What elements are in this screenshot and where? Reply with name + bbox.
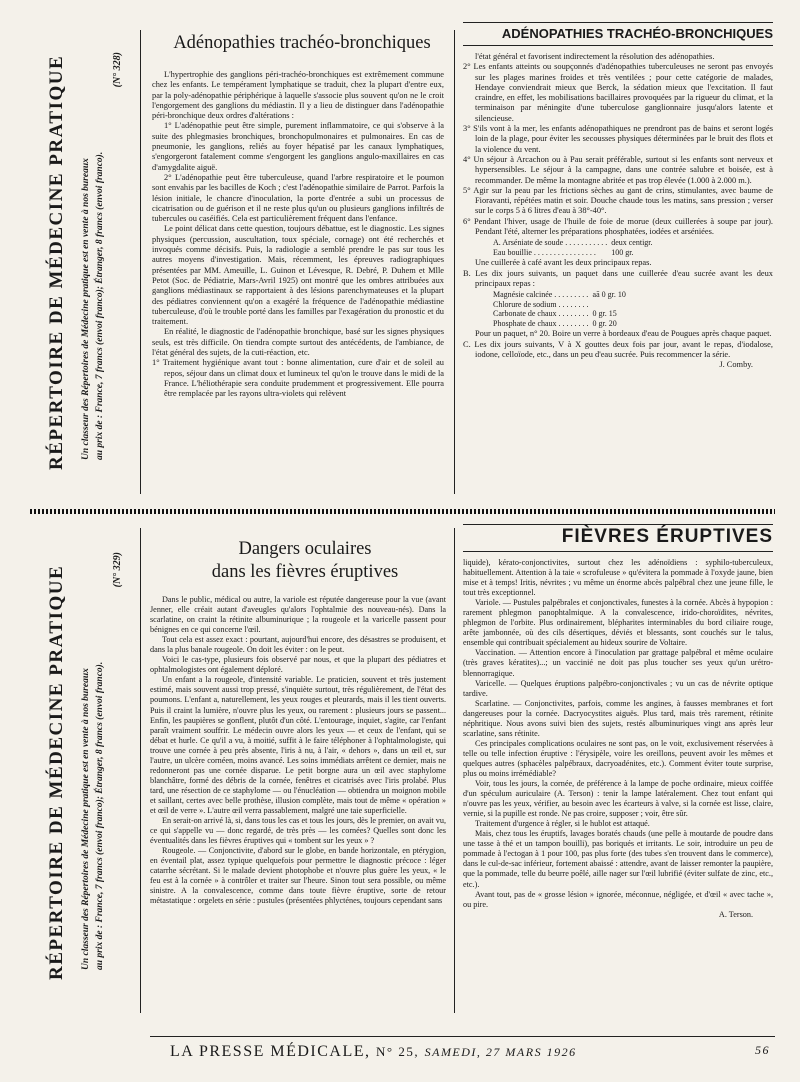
sidebar-divider-top bbox=[140, 30, 141, 494]
article2-column-divider bbox=[454, 528, 455, 1013]
article2-title-line1: Dangers oculaires bbox=[238, 539, 372, 559]
sidebar-number-bottom: (N° 329) bbox=[112, 552, 123, 588]
article2-header-rule bbox=[463, 524, 773, 525]
paragraph: 6° Pendant l'hiver, usage de l'huile de foie de morue (deux cuillerées à soupe par jour). Pendant l'été, alterner les préparations phosphatées, iodées et arséniées. bbox=[463, 216, 773, 237]
paragraph: Voir, tous les jours, la cornée, de préférence à la lampe de poche ordinaire, mieux coiffée d'un spéculum auriculaire (A. Terson) : tenir la lampe latéralement. Chez tout enfant qui n'ouvre pas les yeux, vérifier, au besoin avec les écarteurs à valve, si la cornée est lisse, claire, vernie, si la pupille est ronde. Ne pas croire, supposer ; voir, être sûr. bbox=[463, 779, 773, 819]
prescription-a: A. Arséniate de soude . . . . . . . . . . . deux centigr. Eau bouillie . . . . . . . . . . . . . . . . 100 gr. bbox=[493, 238, 653, 257]
article1-header-right: ADÉNOPATHIES TRACHÉO-BRONCHIQUES bbox=[501, 26, 773, 41]
article1-header-rule bbox=[463, 22, 773, 23]
paragraph: Ces principales complications oculaires ne sont pas, on le voit, exclusivement réservées à telle ou telle infection éruptive : l'érysipèle, voire les oreillons, peuvent avoir les mêmes et quelques autres (sphacèles palpébraux, dacryoadénites, etc.). Comment éviter toute surprise, plus ou moins irrémédiable? bbox=[463, 738, 773, 778]
paragraph: Rougeole. — Conjonctivite, d'abord sur le globe, en bande horizontale, en ptérygion, en éventail plat, assez typique quelquefois pour permettre le diagnostic précoce : léger catarrhe sécrétant. Si le malade devient photophobe et n'ouvre plus guère les yeux, « le feu est à la cornée » à contrôler et traiter sur l'heure. Sinon tout sera possible, ou même sinistre. A la convalescence, comme dans toute fièvre éruptive, sorte de retour métastatique : orgelets en série : pustules (présentées phlycténes, toujours cependant sans bbox=[150, 846, 446, 906]
paragraph: Variole. — Pustules palpébrales et conjonctivales, funestes à la cornée. Abcès à hypopion : rarement phlegmon panophtalmique. A la convalescence, irido-choroïdites, névrites, phlegmon de l'orbite. Plus ordinairement, blépharites interminables du bord ciliaire rouge, arête jambonnée, où des cils désertiques, déviés et blessants, sont couchés sur le talus, ensemble qui contribuait spécialement au hideux sourire de Voltaire. bbox=[463, 598, 773, 648]
paragraph: Une cuillerée à café avant les deux principaux repas. bbox=[475, 258, 652, 268]
signature: J. Comby. bbox=[719, 360, 753, 370]
paragraph: 2° L'adénopathie peut être tuberculeuse, quand l'arbre respiratoire et le poumon sont envahis par les bacilles de Koch ; c'est l'adénopathie similaire de Parrot. Parfois la lésion initiale, le chancre d'inoculation, la porte d'entrée a subi un processus de cicatrisation ou de guérison et il ne reste plus qu'un ou plusieurs ganglions infiltrés de tubercules ou caséifiés. Cela est particulièrement fréquent dans l'enfance. bbox=[152, 172, 444, 224]
article2-right-column bbox=[463, 558, 773, 1036]
article1-header-rule-bottom bbox=[463, 45, 773, 46]
footer-rule bbox=[150, 1036, 775, 1037]
paragraph: B. Les dix jours suivants, un paquet dans une cuillerée d'eau sucrée avant les deux principaux repas : bbox=[463, 268, 773, 288]
paragraph: liquide), kérato-conjonctivites, surtout chez les adénoïdiens : syphilo-tuberculeux, habituellement. Attention à la taie « scrofuleuse » qu'évitera la pommade à l'oxyde jaune, bien mise et à temps! Iritis, névrites ; vu même un énorme abcès palpébral chez une jeune fille, le tout très exceptionnel. bbox=[463, 558, 773, 598]
paragraph: C. Les dix jours suivants, V à X gouttes deux fois par jour, avant le repas, d'iodalose, iodone, celloïode, etc., dans un peu d'eau sucrée. Puis recommencer la série. bbox=[463, 339, 773, 359]
paragraph: Voici le cas-type, plusieurs fois observé par nous, et que la plupart des pédiatres et ophtalmologistes ont également déploré. bbox=[150, 655, 446, 675]
page-footer bbox=[170, 1043, 770, 1061]
paragraph: 5° Agir sur la peau par les frictions sèches au gant de crins, stimulantes, avec baume de Fioravanti, répétées matin et soir. Douche chaude tous les matins, sans pression ; verser sur le corps 5 à 6 litres d'eau à 38°-40°. bbox=[463, 185, 773, 216]
footer-page-number: 56 bbox=[755, 1043, 770, 1057]
footer-date: SAMEDI, 27 MARS 1926 bbox=[424, 1045, 577, 1059]
prescription-b: Magnésie calcinée . . . . . . . . . aā 0 gr. 10 Chlorure de sodium . . . . . . . . Carbonate de chaux . . . . . . . . 0 gr. 15 Phosphate de chaux . . . . . . . . 0 gr. 20 bbox=[493, 290, 626, 328]
article1-title: Adénopathies trachéo-bronchiques bbox=[173, 33, 431, 53]
paragraph: L'hypertrophie des ganglions péri-trachéo-bronchiques est extrêmement commune chez les enfants. Le tempérament lymphatique se traduit, chez la plupart d'entre eux, par la poly-adénopathie périphérique à laquelle s'associe plus souvent qu'on ne le croit l'engorgement des ganglions du médiastin. Il y a lieu de distinguer dans l'adénopathie péri-bronchique deux ordres d'altérations : bbox=[152, 70, 444, 121]
paragraph: 1° L'adénopathie peut être simple, purement inflammatoire, ce qui s'observe à la suite des phlegmasies bronchiques, bronchopulmonaires et pulmonaires. En cas de pneumonie, les ganglions, reliés au foyer hépatisé par les canaux lymphatiques, s'engorgeront fatalement comme s'engorgent les ganglions angulo-maxillaires en cas d'amygdalite aiguë. bbox=[152, 121, 444, 172]
sidebar-divider-bottom bbox=[140, 528, 141, 1013]
sidebar-title-top: RÉPERTOIRE DE MÉDECINE PRATIQUE bbox=[46, 54, 67, 470]
paragraph: 4° Un séjour à Arcachon ou à Pau serait préférable, surtout si les enfants sont nerveux et hypersensibles. Le séjour à la campagne, dans une contrée salubre et boisée, est à recommander. De même la montagne abritée et pas trop élevée (1.000 à 2.000 m.). bbox=[463, 154, 773, 185]
article2-left-column bbox=[150, 595, 446, 1020]
sidebar-title-bottom: RÉPERTOIRE DE MÉDECINE PRATIQUE bbox=[46, 564, 67, 980]
sidebar-number-top: (N° 328) bbox=[112, 52, 123, 88]
paragraph: En serait-on arrivé là, si, dans tous les cas et tous les jours, dès le premier, on avait vu, ce qui s'appelle vu — donc regardé, de très près — les cornées? Quelles sont donc les éventualités dans les fièvres éruptives qui « tombent sur les yeux » ? bbox=[150, 816, 446, 846]
paragraph: 3° S'ils vont à la mer, les enfants adénopathiques ne prendront pas de bains et seront logés loin de la plage, pour éviter les secousses physiques déterminées par le bruit des flots et la violence du vent. bbox=[463, 124, 773, 154]
paragraph: 1° Traitement hygiénique avant tout : bonne alimentation, cure d'air et de soleil au repos, séjour dans un climat doux et lumineux tel qu'on le trouve dans le midi de la France. L'héliothérapie sera conduite prudemment et progressivement. Elle pourra être remplacée par les rayons ultra-violets qui relèvent bbox=[152, 358, 444, 399]
paragraph: Mais, chez tous les éruptifs, lavages boratés chauds (une pelle à moutarde de poudre dans une tasse à thé et un tampon bouilli), pas boriqués et irritants. Le soir, introduire un peu de pommade à l'ectogan à 1 pour 100, pas plus forte (des tubes s'en trouvent dans le commerce), dans le cul-de-sac inférieur, fortement abaissé : attendre, avant de laisser remonter la paupière, que la pommade, telle du beurre poêlé, aille nager sur l'œil lubrifié (éviter sulfate de zinc, etc., etc.). bbox=[463, 829, 773, 889]
article1-column-divider bbox=[454, 30, 455, 494]
paragraph: Tout cela est assez exact : pourtant, aujourd'hui encore, des désastres se produisent, et dans la plus banale rougeole. On doit les éviter : on le peut. bbox=[150, 635, 446, 655]
paragraph: l'état général et favorisent indirectement la résolution des adénopathies. bbox=[475, 52, 715, 61]
sidebar-subtitle-top-2: au prix de : France, 7 francs (envoi franco); Étranger, 8 francs (envoi franco). bbox=[95, 151, 105, 460]
paragraph: Scarlatine. — Conjonctivites, parfois, comme les angines, à fausses membranes et fort dangereuses pour la cornée. Dacryocystites aiguës. Plus tard, mais très rarement, rétinite néphritique. Nous avons suivi bien des sujets, restés albuminuriques vingt ans après leur scarlatine, sans rétinite. bbox=[463, 698, 773, 738]
paragraph: Avant tout, pas de « grosse lésion » ignorée, méconnue, négligée, et d'œil « avec tache », ou pire. bbox=[463, 889, 773, 909]
footer-issue: N° 25, bbox=[376, 1044, 420, 1059]
paragraph: Vaccination. — Attention encore à l'inoculation par grattage palpébral et même oculaire (très graves kératites)...; un vaccinié ne doit pas plus toucher ses yeux qu'un urétro-blennorragique. bbox=[463, 648, 773, 678]
article2-title-line2: dans les fièvres éruptives bbox=[211, 562, 399, 582]
sidebar-subtitle-bottom-1: Un classeur des Répertoires de Médecine pratique est en vente à nos bureaux bbox=[81, 668, 91, 970]
article2-header-right: FIÈVRES ÉRUPTIVES bbox=[561, 526, 773, 547]
signature: A. Terson. bbox=[718, 909, 753, 919]
paragraph: 2° Les enfants atteints ou soupçonnés d'adénopathies tuberculeuses ne seront pas envoyés sur les plages marines froides et très ventilées ; pour cette catégorie de malades, Hendaye conviendrait mieux que Berck, la sédation mieux que l'excitation. Il faut craindre, en effet, les mobilisations bacillaires provoquées par la rigueur du climat, et la terminaison par méningite d'une tuberculose ganglionnaire jusqu'alors latente et silencieuse. bbox=[463, 62, 773, 123]
paragraph: En réalité, le diagnostic de l'adénopathie bronchique, basé sur les signes physiques seuls, est très difficile. On tiendra compte surtout des antécédents, de l'ambiance, de l'état général des sujets, de la cuti-réaction, etc. bbox=[152, 327, 444, 358]
paragraph: Varicelle. — Quelques éruptions palpébro-conjonctivales ; vu un cas de névrite optique tardive. bbox=[463, 678, 773, 698]
paragraph: Traitement d'urgence à régler, si le hublot est attaqué. bbox=[475, 819, 650, 829]
article2-title bbox=[160, 538, 450, 584]
sidebar-subtitle-top-1: Un classeur des Répertoires de Médecine pratique est en vente à nos bureaux bbox=[81, 158, 91, 460]
paragraph: Un enfant a la rougeole, d'intensité variable. Le praticien, souvent et très justement estimé, mais souvent aussi trop pressé, s'inquiète surtout, très régulièrement, de l'état des poumons. L'enfant a, naturellement, les yeux rouges et pleurards, mais il les tient ouverts. Puis il craint la lumière, n'ouvre plus les yeux, ou rarement : plusieurs jours se passent... Enfin, les paupières se gonflent, plutôt d'un côté. L'entourage, inquiet, s'agite, car l'enfant paraît vraiment souffrir. Le médecin ouvre alors les yeux — et ceux de l'enfant, qui se débat et hurle. Ce qu'il a vu, à moitié, suffit à le faire téléphoner à l'ophtalmologiste, qui trouve une cornée à peu près absente, l'iris à nu, à l'air, « dehors », dans un œil et, sur l'autre, un ulcère cornéen, moins avancé. Les soins immédiats arrêtent ce dernier, mais ne redonneront pas une cornée disparue. Le petit borgne aura un œil avec staphylome blanchâtre, formé des débris de la cornée, fenêtres et cicatrisés avec l'iris prolabé. Plus tard, une résection de ce staphylome — ou l'énucléation — obtiendra un moignon mobile et saillant, certes avec belle prothèse, illusion complète, mais tout de même « opération » et œil de verre ». L'autre œil verra passablement, malgré une taie superficielle. bbox=[150, 675, 446, 815]
section-separator bbox=[30, 509, 775, 514]
article1-right-column bbox=[463, 52, 773, 497]
footer-journal: LA PRESSE MÉDICALE, bbox=[170, 1043, 371, 1060]
article2-header-rule-bottom bbox=[463, 551, 773, 552]
paragraph: Le point délicat dans cette question, toujours débattue, est le diagnostic. Les signes physiques (percussion, auscultation, toux spéciale, cornage) ont été recherchés et invoqués comme décisifs. Puis, la radiologie a semblé prendre le pas sur tous les autres moyens d'investigation. Mais, récemment, les épreuves radiographiques présentées par MM. Ameuille, L. Guinon et Lévesque, R. Debré, P. Duhem et Mlle Petot (Soc. de Pédiatrie, Mars-Avril 1925) ont montré que les ombres attribuées aux ganglions médiastinaux se rapportaient à des lésions parenchymateuses et la plupart des pédiatres conviennent qu'on a exagéré la fréquence de l'adénopathie médiastine tuberculeuse, d'où le trouble porté dans les familles par l'exagération du pronostic et du traitement. bbox=[152, 224, 444, 327]
paragraph: Pour un paquet, n° 20. Boire un verre à bordeaux d'eau de Pougues après chaque paquet. bbox=[475, 329, 772, 339]
paragraph: Dans le public, médical ou autre, la variole est réputée dangereuse pour la vue (avant Jenner, elle créait autant d'aveugles qu'alors l'ophtalmie des nouveau-nés). Dans la scarlatine, on craint la rétinite albuminurique ; la rougeole et la varicelle passent pour bénignes en ce qui concerne l'œil. bbox=[150, 595, 446, 635]
article1-left-column bbox=[152, 70, 444, 495]
sidebar-subtitle-bottom-2: au prix de : France, 7 francs (envoi franco); Étranger, 8 francs (envoi franco). bbox=[95, 661, 105, 970]
